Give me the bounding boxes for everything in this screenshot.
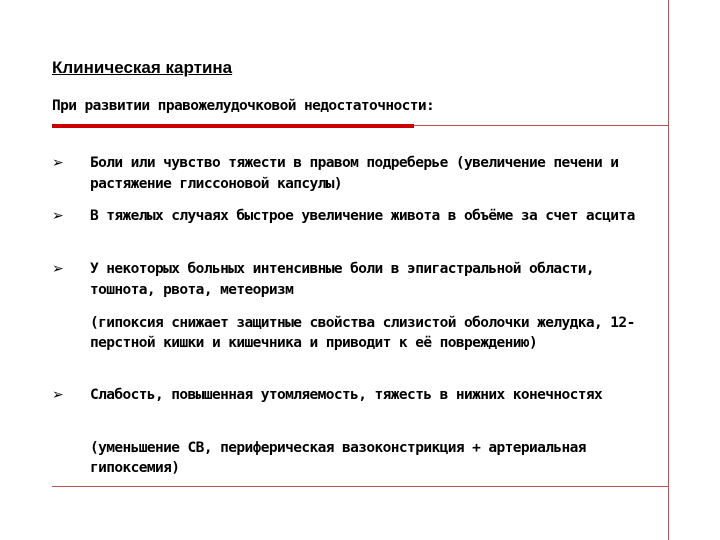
bullet-arrow-icon: ➢ bbox=[52, 387, 64, 403]
slide-title: Клиническая картина bbox=[52, 58, 233, 77]
bullet-arrow-icon: ➢ bbox=[52, 155, 64, 171]
slide-subtitle: При развитии правожелудочковой недостаточности: bbox=[52, 98, 435, 114]
bullet-arrow-icon: ➢ bbox=[52, 261, 64, 277]
slide-frame-bottom-line bbox=[52, 486, 669, 487]
list-item: У некоторых больных интенсивные боли в эпигастральной области, тошнота, рвота, метеоризм bbox=[90, 261, 595, 298]
list-item: В тяжелых случаях быстрое увеличение живота в объёме за счет асцита bbox=[90, 208, 635, 224]
list-item-note: (уменьшение СВ, периферическая вазоконстрикция + артериальная гипоксемия) bbox=[90, 440, 586, 476]
title-accent-bar bbox=[52, 124, 414, 128]
slide-frame-right-line bbox=[668, 0, 669, 540]
list-item: Боли или чувство тяжести в правом подреберье (увеличение печени и растяжение глиссоновой капсулы) bbox=[90, 155, 619, 192]
title-divider-line bbox=[414, 125, 668, 126]
bullet-arrow-icon: ➢ bbox=[52, 208, 64, 224]
list-item-note: (гипоксия снижает защитные свойства слизистой оболочки желудка, 12-перстной кишки и кишечника и приводит к её повреждению) bbox=[90, 315, 635, 351]
list-item: Слабость, повышенная утомляемость, тяжесть в нижних конечностях bbox=[90, 387, 603, 403]
